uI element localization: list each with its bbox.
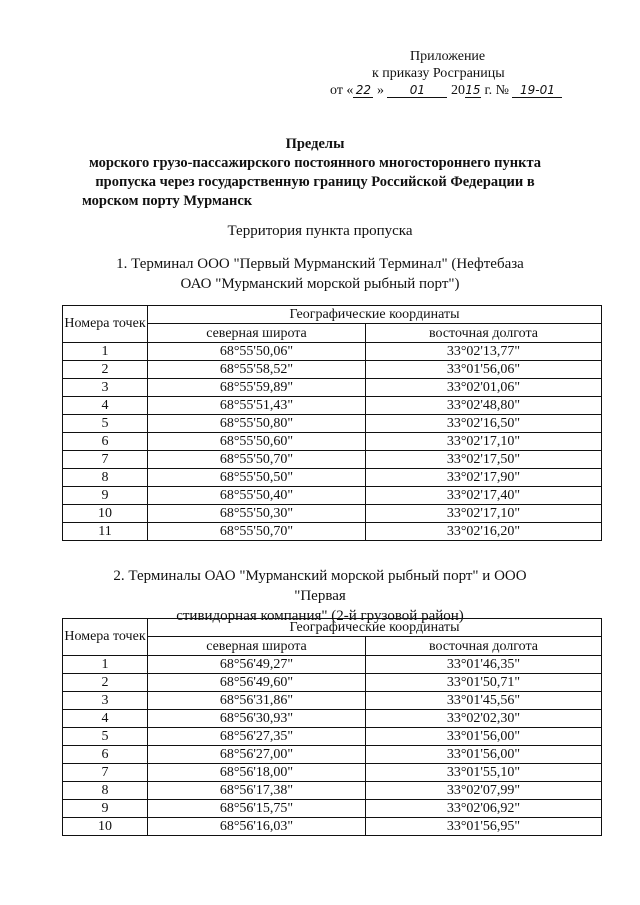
date-sep: » <box>376 83 384 98</box>
longitude-cell: 33°01'46,35" <box>365 656 601 674</box>
section-1-heading-line-1: 1. Терминал ООО "Первый Мурманский Терминал" (Нефтебаза <box>116 256 524 272</box>
longitude-cell: 33°02'17,40" <box>365 487 601 505</box>
subtitle: Территория пункта пропуска <box>227 223 413 239</box>
table-row <box>63 656 602 674</box>
approval-order-ref: к приказу Росграницы <box>372 66 505 81</box>
longitude-cell: 33°01'56,00" <box>365 746 601 764</box>
col-lat-header: северная широта <box>148 637 366 656</box>
point-number-cell: 10 <box>63 505 148 523</box>
table-row <box>63 451 602 469</box>
date-month: 01 <box>387 84 447 98</box>
longitude-cell: 33°02'02,30" <box>365 710 601 728</box>
longitude-cell: 33°01'55,10" <box>365 764 601 782</box>
latitude-cell: 68°55'50,40" <box>148 487 366 505</box>
longitude-cell: 33°02'13,77" <box>365 343 601 361</box>
date-prefix: от « <box>330 83 354 98</box>
point-number-cell: 3 <box>63 692 148 710</box>
table-row <box>63 764 602 782</box>
col-num-header: Номера точек <box>63 306 148 343</box>
point-number-cell: 8 <box>63 782 148 800</box>
col-lon-header: восточная долгота <box>365 324 601 343</box>
latitude-cell: 68°56'31,86" <box>148 692 366 710</box>
point-number-cell: 4 <box>63 397 148 415</box>
table-row <box>63 433 602 451</box>
table-row <box>63 818 602 836</box>
title-line-2: морского грузо-пассажирского постоянного многостороннего пункта <box>88 155 542 171</box>
section-2-heading <box>90 566 550 626</box>
col-lat-header: северная широта <box>148 324 366 343</box>
point-number-cell: 10 <box>63 818 148 836</box>
section-1-table <box>62 305 602 541</box>
latitude-cell: 68°56'49,60" <box>148 674 366 692</box>
point-number-cell: 6 <box>63 433 148 451</box>
latitude-cell: 68°56'27,35" <box>148 728 366 746</box>
point-number-cell: 7 <box>63 451 148 469</box>
table-row <box>63 379 602 397</box>
year-suffix: 15 <box>465 83 481 97</box>
latitude-cell: 68°56'16,03" <box>148 818 366 836</box>
table-row <box>63 343 602 361</box>
latitude-cell: 68°55'50,80" <box>148 415 366 433</box>
point-number-cell: 1 <box>63 343 148 361</box>
table-row <box>63 710 602 728</box>
col-lon-header: восточная долгота <box>365 637 601 656</box>
longitude-cell: 33°01'45,56" <box>365 692 601 710</box>
approval-block <box>330 48 560 99</box>
latitude-cell: 68°56'15,75" <box>148 800 366 818</box>
longitude-cell: 33°02'17,10" <box>365 433 601 451</box>
longitude-cell: 33°01'56,00" <box>365 728 601 746</box>
table-row <box>63 800 602 818</box>
latitude-cell: 68°56'49,27" <box>148 656 366 674</box>
section-2-heading-line-2: стивидорная компания" (2-й грузовой район) <box>176 608 464 624</box>
point-number-cell: 7 <box>63 764 148 782</box>
table-row <box>63 469 602 487</box>
title-line-4: морском порту Мурманск <box>82 193 253 209</box>
section-2-table-body <box>63 656 602 836</box>
approval-date-line <box>330 82 560 99</box>
point-number-cell: 9 <box>63 800 148 818</box>
latitude-cell: 68°56'17,38" <box>148 782 366 800</box>
point-number-cell: 8 <box>63 469 148 487</box>
longitude-cell: 33°02'16,50" <box>365 415 601 433</box>
title-line-1: Пределы <box>285 136 345 152</box>
title-line-3: пропуска через государственную границу Российской Федерации в <box>95 174 535 190</box>
table-row <box>63 361 602 379</box>
col-geo-header: Географические координаты <box>148 619 602 637</box>
latitude-cell: 68°55'58,52" <box>148 361 366 379</box>
latitude-cell: 68°55'50,70" <box>148 451 366 469</box>
point-number-cell: 11 <box>63 523 148 541</box>
latitude-cell: 68°55'59,89" <box>148 379 366 397</box>
longitude-cell: 33°02'01,06" <box>365 379 601 397</box>
table-row <box>63 415 602 433</box>
point-number-cell: 5 <box>63 728 148 746</box>
section-1-heading <box>90 254 550 294</box>
latitude-cell: 68°56'18,00" <box>148 764 366 782</box>
latitude-cell: 68°55'50,50" <box>148 469 366 487</box>
document-title <box>60 135 570 211</box>
longitude-cell: 33°02'06,92" <box>365 800 601 818</box>
latitude-cell: 68°55'50,30" <box>148 505 366 523</box>
point-number-cell: 6 <box>63 746 148 764</box>
table-row <box>63 523 602 541</box>
section-2-heading-line-1: 2. Терминалы ОАО "Мурманский морской рыбный порт" и ООО "Первая <box>113 568 527 604</box>
point-number-cell: 2 <box>63 674 148 692</box>
latitude-cell: 68°56'30,93" <box>148 710 366 728</box>
point-number-cell: 5 <box>63 415 148 433</box>
section-1-heading-line-2: ОАО "Мурманский морской рыбный порт") <box>180 276 460 292</box>
point-number-cell: 2 <box>63 361 148 379</box>
longitude-cell: 33°02'16,20" <box>365 523 601 541</box>
approval-title: Приложение <box>410 49 486 64</box>
table-row <box>63 397 602 415</box>
latitude-cell: 68°55'50,06" <box>148 343 366 361</box>
longitude-cell: 33°01'56,06" <box>365 361 601 379</box>
latitude-cell: 68°55'51,43" <box>148 397 366 415</box>
latitude-cell: 68°55'50,70" <box>148 523 366 541</box>
date-day: 22 <box>353 84 373 98</box>
number-prefix: г. № <box>484 83 509 98</box>
point-number-cell: 1 <box>63 656 148 674</box>
col-geo-header: Географические координаты <box>148 306 602 324</box>
section-1-table-body <box>63 343 602 541</box>
table-row <box>63 782 602 800</box>
table-row <box>63 487 602 505</box>
table-row <box>63 746 602 764</box>
table-row <box>63 728 602 746</box>
latitude-cell: 68°55'50,60" <box>148 433 366 451</box>
longitude-cell: 33°01'56,95" <box>365 818 601 836</box>
point-number-cell: 4 <box>63 710 148 728</box>
table-row <box>63 674 602 692</box>
section-2-table <box>62 618 602 836</box>
table-row <box>63 505 602 523</box>
point-number-cell: 9 <box>63 487 148 505</box>
year-prefix: 20 <box>450 83 465 98</box>
longitude-cell: 33°02'48,80" <box>365 397 601 415</box>
longitude-cell: 33°02'17,50" <box>365 451 601 469</box>
longitude-cell: 33°01'50,71" <box>365 674 601 692</box>
latitude-cell: 68°56'27,00" <box>148 746 366 764</box>
table-row <box>63 692 602 710</box>
point-number-cell: 3 <box>63 379 148 397</box>
order-number: 19-01 <box>512 84 562 98</box>
longitude-cell: 33°02'07,99" <box>365 782 601 800</box>
longitude-cell: 33°02'17,90" <box>365 469 601 487</box>
col-num-header: Номера точек <box>63 619 148 656</box>
longitude-cell: 33°02'17,10" <box>365 505 601 523</box>
